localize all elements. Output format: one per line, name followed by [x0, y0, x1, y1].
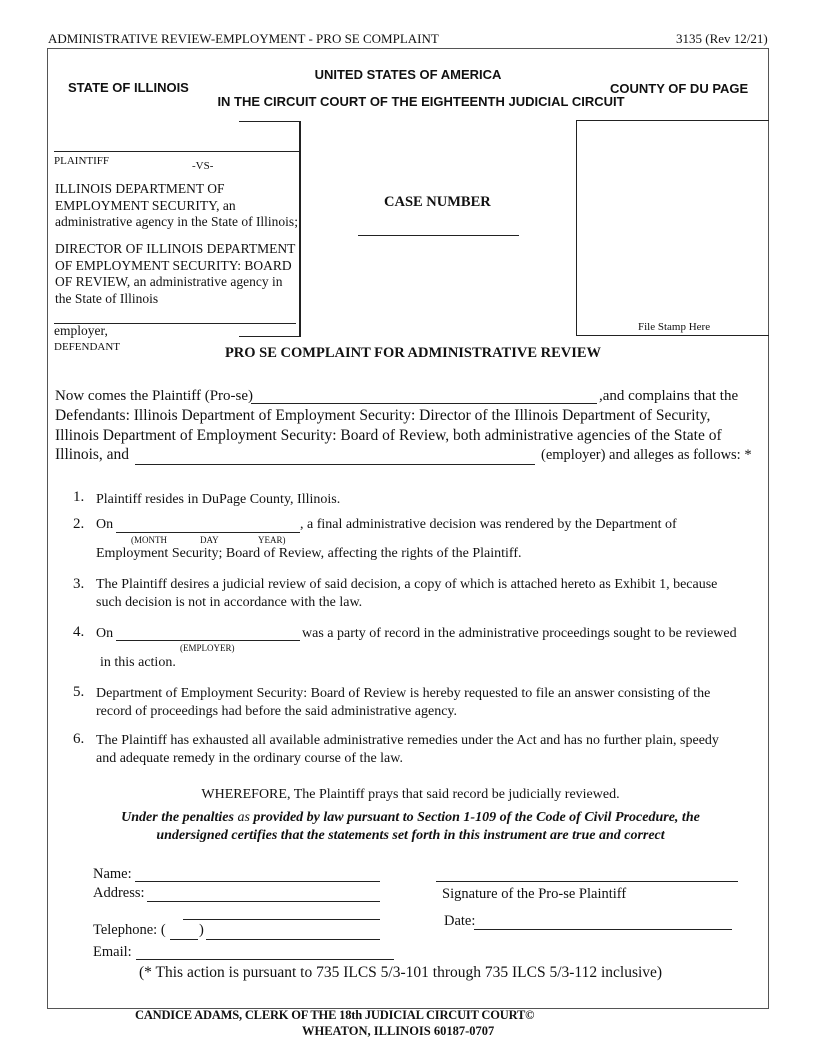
allegation-number: 2.: [73, 516, 85, 532]
allegation-suffix: , a final administrative decision was rendered by the Department of: [300, 517, 677, 532]
allegation-number: 5.: [73, 684, 85, 700]
defendant-2: DIRECTOR OF ILLINOIS DEPARTMENT OF EMPLOYMENT SECURITY: BOARD OF REVIEW, an administrative agency in the State of Illinois: [55, 241, 296, 306]
allegation-text-line-1: The Plaintiff desires a judicial review of said decision, a copy of which is attached hereto as Exhibit 1, because: [96, 577, 718, 592]
employer-name-field[interactable]: [54, 306, 296, 324]
allegation-text-line-2: and adequate remedy in the ordinary course of the law.: [96, 751, 403, 766]
wherefore-clause: WHEREFORE, The Plaintiff prays that said record be judicially reviewed.: [201, 787, 620, 802]
plaintiff-label: PLAINTIFF: [54, 155, 110, 167]
address-label: Address:: [93, 885, 145, 901]
intro-line-4-end: (employer) and alleges as follows: *: [541, 447, 752, 463]
case-number-label: CASE NUMBER: [384, 194, 491, 210]
employer-label: employer,: [54, 323, 108, 338]
allegation-text-line-2: record of proceedings had before the said administrative agency.: [96, 704, 457, 719]
allegation-prefix: On: [96, 517, 114, 532]
allegation-text-line-1: The Plaintiff has exhausted all available administrative remedies under the Act and has no further plain, speedy: [96, 733, 719, 748]
intro-line-3: Illinois Department of Employment Security: Board of Review, both administrative agencies of the State of: [55, 427, 722, 444]
county-heading: COUNTY OF DU PAGE: [610, 81, 749, 96]
intro-employer-field[interactable]: [135, 447, 535, 465]
certification-line-1: [0, 810, 816, 826]
allegation-prefix: On: [96, 626, 114, 641]
file-stamp-box: [576, 120, 769, 336]
allegation-text: in this action.: [100, 655, 176, 670]
bracket-bottom-line: [239, 336, 300, 337]
intro-line-1-start: Now comes the Plaintiff (Pro-se): [55, 388, 254, 404]
signature-label: Signature of the Pro-se Plaintiff: [442, 886, 627, 902]
telephone-field[interactable]: [206, 922, 380, 940]
date-field[interactable]: [474, 912, 732, 930]
allegation-text: Employment Security; Board of Review, affecting the rights of the Plaintiff.: [96, 546, 522, 561]
court-heading: IN THE CIRCUIT COURT OF THE EIGHTEENTH JUDICIAL CIRCUIT: [217, 94, 625, 109]
cert-part-c: provided by law pursuant to Section 1-109 of the Code of Civil Procedure, the: [253, 810, 700, 825]
allegation-employer-field[interactable]: [116, 623, 300, 641]
decision-date-field[interactable]: [116, 515, 300, 533]
certification-line-2: undersigned certifies that the statements set forth in this instrument are true and correct: [156, 828, 665, 843]
year-sublabel: YEAR): [258, 535, 286, 545]
statutory-footnote: (* This action is pursuant to 735 ILCS 5/3-101 through 735 ILCS 5/3-112 inclusive): [139, 964, 663, 981]
telephone-label: Telephone: (: [93, 922, 166, 938]
state-heading: STATE OF ILLINOIS: [68, 80, 189, 95]
bracket-top-line: [239, 121, 300, 122]
allegation-suffix: was a party of record in the administrative proceedings sought to be reviewed: [302, 626, 737, 641]
plaintiff-pro-se-name-field[interactable]: [251, 386, 597, 404]
cert-part-b: as: [237, 810, 254, 825]
telephone-close-paren: ): [199, 922, 204, 938]
address-field[interactable]: [147, 884, 380, 902]
defendant-label: DEFENDANT: [54, 341, 120, 353]
intro-line-4-start: Illinois, and: [55, 446, 130, 463]
allegation-text-line-2: such decision is not in accordance with the law.: [96, 595, 363, 610]
cert-part-a: Under the penalties: [121, 810, 238, 825]
employer-sublabel: (EMPLOYER): [180, 643, 235, 653]
email-label: Email:: [93, 944, 132, 960]
allegation-number: 6.: [73, 731, 85, 747]
allegation-text-line-1: Department of Employment Security: Board of Review is hereby requested to file an answer consisting of the: [96, 686, 711, 701]
country-heading: UNITED STATES OF AMERICA: [314, 67, 502, 82]
clerk-address: WHEATON, ILLINOIS 60187-0707: [302, 1024, 495, 1038]
form-number: 3135 (Rev 12/21): [676, 31, 768, 46]
form-title: ADMINISTRATIVE REVIEW-EMPLOYMENT - PRO SE COMPLAINT: [48, 31, 439, 46]
month-sublabel: (MONTH: [131, 535, 167, 545]
allegation-number: 1.: [73, 489, 85, 505]
case-number-field[interactable]: [358, 218, 519, 236]
name-field[interactable]: [135, 864, 380, 882]
file-stamp-label: File Stamp Here: [638, 321, 711, 333]
defendant-1: ILLINOIS DEPARTMENT OF EMPLOYMENT SECURITY, an administrative agency in the State of Illinois;: [55, 181, 298, 229]
complaint-title: PRO SE COMPLAINT FOR ADMINISTRATIVE REVIEW: [224, 345, 602, 361]
address-field-line-2[interactable]: [183, 902, 380, 920]
area-code-field[interactable]: [170, 922, 198, 940]
intro-line-2: Defendants: Illinois Department of Employment Security: Director of the Illinois Department of Security,: [55, 407, 711, 424]
clerk-name: CANDICE ADAMS, CLERK OF THE 18th JUDICIAL CIRCUIT COURT©: [135, 1008, 535, 1022]
intro-line-1-end: ,and complains that the: [599, 388, 739, 404]
name-label: Name:: [93, 866, 132, 882]
plaintiff-name-field[interactable]: [54, 134, 299, 152]
email-field[interactable]: [136, 942, 394, 960]
signature-field[interactable]: [436, 864, 738, 882]
versus-label: -VS-: [192, 160, 214, 172]
allegation-number: 4.: [73, 624, 85, 640]
allegation-text: Plaintiff resides in DuPage County, Illinois.: [96, 492, 341, 507]
allegation-number: 3.: [73, 576, 85, 592]
date-label: Date:: [444, 913, 476, 929]
day-sublabel: DAY: [200, 535, 219, 545]
